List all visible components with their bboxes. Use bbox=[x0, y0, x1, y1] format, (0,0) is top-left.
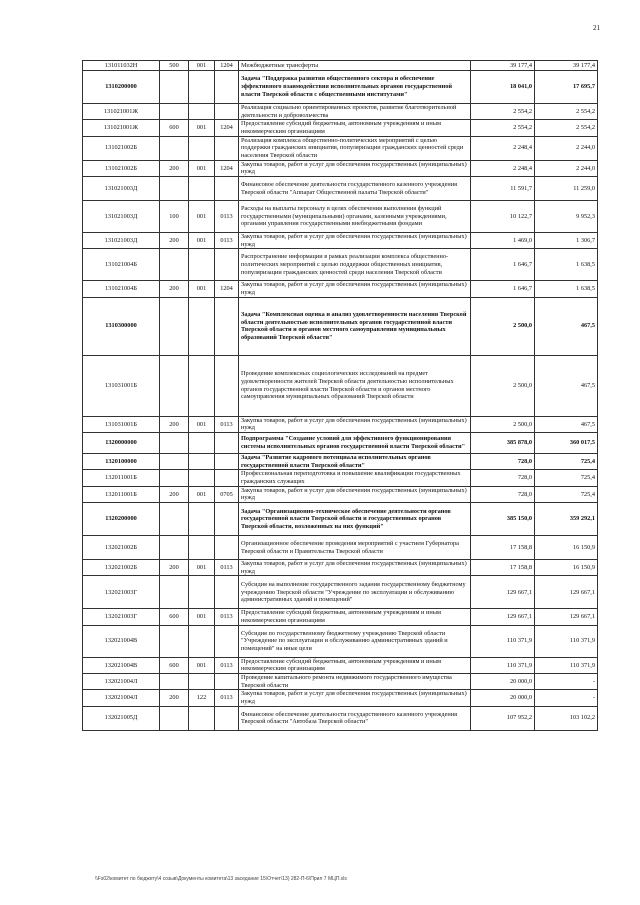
code-cell: 131021001Ж bbox=[83, 120, 160, 136]
description-cell: Закупка товаров, работ и услуг для обеспечения государственных (муниципальных) нужд bbox=[239, 486, 471, 502]
section-cell: 001 bbox=[189, 160, 215, 176]
kvr-cell: 200 bbox=[160, 486, 189, 502]
table-row bbox=[83, 249, 598, 281]
kvr-cell: 600 bbox=[160, 657, 189, 673]
section-cell bbox=[189, 297, 215, 355]
code-cell: 131021001Ж bbox=[83, 104, 160, 120]
subsection-cell bbox=[215, 249, 239, 281]
table-row bbox=[83, 297, 598, 355]
subsection-cell: 0705 bbox=[215, 486, 239, 502]
table-row bbox=[83, 61, 598, 71]
planned-amount-cell: 10 122,7 bbox=[471, 201, 535, 233]
subsection-cell: 0113 bbox=[215, 690, 239, 706]
executed-amount-cell: 16 150,9 bbox=[535, 560, 598, 576]
planned-amount-cell: 129 667,1 bbox=[471, 576, 535, 609]
kvr-cell bbox=[160, 454, 189, 470]
code-cell: 132021004В bbox=[83, 657, 160, 673]
executed-amount-cell: 9 952,3 bbox=[535, 201, 598, 233]
subsection-cell bbox=[215, 136, 239, 160]
planned-amount-cell: 2 500,0 bbox=[471, 416, 535, 432]
executed-amount-cell: 2 554,2 bbox=[535, 104, 598, 120]
planned-amount-cell: 385 150,0 bbox=[471, 503, 535, 536]
section-cell: 122 bbox=[189, 690, 215, 706]
executed-amount-cell: - bbox=[535, 690, 598, 706]
planned-amount-cell: 2 248,4 bbox=[471, 160, 535, 176]
table-row bbox=[83, 177, 598, 201]
kvr-cell bbox=[160, 625, 189, 657]
code-cell: 132021003Г bbox=[83, 609, 160, 625]
subsection-cell: 0113 bbox=[215, 609, 239, 625]
file-path-footer: \\Fs02\комитет по бюджету\4 созыв\Документы комитета\13 заседание 15\Отчет\13) 282-П-6\Прил 7 МЦП.xls bbox=[95, 876, 347, 882]
kvr-cell: 200 bbox=[160, 160, 189, 176]
executed-amount-cell: 360 017,5 bbox=[535, 433, 598, 454]
kvr-cell bbox=[160, 503, 189, 536]
code-cell: 132021004Л bbox=[83, 674, 160, 690]
executed-amount-cell: 11 259,0 bbox=[535, 177, 598, 201]
executed-amount-cell: 725,4 bbox=[535, 470, 598, 486]
kvr-cell bbox=[160, 355, 189, 416]
table-body bbox=[83, 61, 598, 731]
planned-amount-cell: 110 371,9 bbox=[471, 657, 535, 673]
kvr-cell: 500 bbox=[160, 61, 189, 71]
table-row bbox=[83, 609, 598, 625]
executed-amount-cell: 725,4 bbox=[535, 454, 598, 470]
description-cell: Закупка товаров, работ и услуг для обеспечения государственных (муниципальных) нужд bbox=[239, 560, 471, 576]
section-cell bbox=[189, 355, 215, 416]
section-cell bbox=[189, 104, 215, 120]
code-cell: 1310200000 bbox=[83, 71, 160, 104]
table-row bbox=[83, 120, 598, 136]
section-cell bbox=[189, 433, 215, 454]
code-cell: 131021003Д bbox=[83, 177, 160, 201]
section-cell bbox=[189, 177, 215, 201]
kvr-cell: 600 bbox=[160, 609, 189, 625]
description-cell: Закупка товаров, работ и услуг для обеспечения государственных (муниципальных) нужд bbox=[239, 281, 471, 297]
description-cell: Задача "Поддержка развития общественного сектора и обеспечение эффективного взаимодействия исполнительных органов государственной власти Тверской области с общественными институтами" bbox=[239, 71, 471, 104]
description-cell: Субсидия по государственному бюджетному учреждению Тверской области "Учреждение по эксплуатации и обслуживанию административных зданий и помещений" на иные цели bbox=[239, 625, 471, 657]
code-cell: 131021003Д bbox=[83, 233, 160, 249]
subsection-cell: 1204 bbox=[215, 281, 239, 297]
subsection-cell bbox=[215, 433, 239, 454]
planned-amount-cell: 2 500,0 bbox=[471, 297, 535, 355]
code-cell: 132011001Б bbox=[83, 470, 160, 486]
kvr-cell bbox=[160, 249, 189, 281]
kvr-cell: 200 bbox=[160, 690, 189, 706]
executed-amount-cell: 1 638,5 bbox=[535, 281, 598, 297]
executed-amount-cell: 2 554,2 bbox=[535, 120, 598, 136]
code-cell: 1310300000 bbox=[83, 297, 160, 355]
section-cell: 001 bbox=[189, 120, 215, 136]
subsection-cell bbox=[215, 625, 239, 657]
table-row bbox=[83, 560, 598, 576]
table-row bbox=[83, 433, 598, 454]
section-cell: 001 bbox=[189, 416, 215, 432]
section-cell bbox=[189, 136, 215, 160]
code-cell: 1320000000 bbox=[83, 433, 160, 454]
description-cell: Субсидия на выполнение государственного задания государственному бюджетному учреждению Тверской области "Учреждение по эксплуатации и обслуживанию административных зданий и помещений" bbox=[239, 576, 471, 609]
subsection-cell bbox=[215, 71, 239, 104]
table-row bbox=[83, 136, 598, 160]
page-number: 21 bbox=[593, 24, 600, 32]
subsection-cell: 1204 bbox=[215, 120, 239, 136]
kvr-cell bbox=[160, 71, 189, 104]
kvr-cell bbox=[160, 297, 189, 355]
code-cell: 132021003Г bbox=[83, 576, 160, 609]
description-cell: Организационное обеспечение проведения мероприятий с участием Губернатора Тверской области и Правительства Тверской области bbox=[239, 536, 471, 560]
budget-table bbox=[82, 60, 598, 731]
subsection-cell: 0113 bbox=[215, 560, 239, 576]
executed-amount-cell: 2 244,0 bbox=[535, 160, 598, 176]
executed-amount-cell: 17 695,7 bbox=[535, 71, 598, 104]
code-cell: 131021003Д bbox=[83, 201, 160, 233]
section-cell bbox=[189, 674, 215, 690]
executed-amount-cell: 129 667,1 bbox=[535, 576, 598, 609]
code-cell: 131031001Б bbox=[83, 355, 160, 416]
executed-amount-cell: 467,5 bbox=[535, 416, 598, 432]
executed-amount-cell: 129 667,1 bbox=[535, 609, 598, 625]
planned-amount-cell: 728,0 bbox=[471, 454, 535, 470]
code-cell: 132021005Д bbox=[83, 706, 160, 730]
planned-amount-cell: 385 878,0 bbox=[471, 433, 535, 454]
section-cell bbox=[189, 576, 215, 609]
executed-amount-cell: 103 102,2 bbox=[535, 706, 598, 730]
code-cell: 1320100000 bbox=[83, 454, 160, 470]
subsection-cell bbox=[215, 576, 239, 609]
table-row bbox=[83, 657, 598, 673]
code-cell: 131021004Б bbox=[83, 281, 160, 297]
kvr-cell: 600 bbox=[160, 120, 189, 136]
description-cell: Реализация социально ориентированных проектов, развитие благотворительной деятельности и добровольчества bbox=[239, 104, 471, 120]
section-cell: 001 bbox=[189, 281, 215, 297]
subsection-cell: 0113 bbox=[215, 233, 239, 249]
description-cell: Финансовое обеспечение деятельности государственного казенного учреждения Тверской области "Автобаза Тверской области" bbox=[239, 706, 471, 730]
kvr-cell bbox=[160, 706, 189, 730]
kvr-cell: 200 bbox=[160, 281, 189, 297]
kvr-cell bbox=[160, 433, 189, 454]
description-cell: Предоставление субсидий бюджетным, автономным учреждениям и иным некоммерческим организациям bbox=[239, 609, 471, 625]
subsection-cell bbox=[215, 454, 239, 470]
executed-amount-cell: 110 371,9 bbox=[535, 657, 598, 673]
table-row bbox=[83, 104, 598, 120]
table-row bbox=[83, 454, 598, 470]
description-cell: Задача "Комплексная оценка и анализ удовлетворенности населения Тверской области деятельностью исполнительных органов государственной власти Тверской области и органов местного самоуправления муниципальных образований Тверской области" bbox=[239, 297, 471, 355]
planned-amount-cell: 17 158,8 bbox=[471, 536, 535, 560]
description-cell: Профессиональная переподготовка и повышение квалификации государственных гражданских служащих bbox=[239, 470, 471, 486]
planned-amount-cell: 1 646,7 bbox=[471, 249, 535, 281]
description-cell: Предоставление субсидий бюджетным, автономным учреждениям и иным некоммерческим организациям bbox=[239, 120, 471, 136]
section-cell bbox=[189, 536, 215, 560]
description-cell: Закупка товаров, работ и услуг для обеспечения государственных (муниципальных) нужд bbox=[239, 160, 471, 176]
section-cell bbox=[189, 625, 215, 657]
planned-amount-cell: 20 000,0 bbox=[471, 674, 535, 690]
section-cell bbox=[189, 706, 215, 730]
kvr-cell: 200 bbox=[160, 233, 189, 249]
table-row bbox=[83, 536, 598, 560]
section-cell: 001 bbox=[189, 201, 215, 233]
executed-amount-cell: 725,4 bbox=[535, 486, 598, 502]
section-cell: 001 bbox=[189, 486, 215, 502]
table-row bbox=[83, 625, 598, 657]
description-cell: Задача "Развитие кадрового потенциала исполнительных органов государственной власти Тверской области" bbox=[239, 454, 471, 470]
kvr-cell bbox=[160, 104, 189, 120]
description-cell: Закупка товаров, работ и услуг для обеспечения государственных (муниципальных) нужд bbox=[239, 416, 471, 432]
section-cell: 001 bbox=[189, 560, 215, 576]
table-row bbox=[83, 416, 598, 432]
subsection-cell: 1204 bbox=[215, 61, 239, 71]
executed-amount-cell: 359 292,1 bbox=[535, 503, 598, 536]
table-row bbox=[83, 486, 598, 502]
planned-amount-cell: 2 500,0 bbox=[471, 355, 535, 416]
description-cell: Проведение комплексных социологических исследований на предмет удовлетворенности жителей Тверской области деятельностью исполнительных органов государственной власти Тверской области и органов местного самоуправления муниципальных образований Тверской области bbox=[239, 355, 471, 416]
subsection-cell: 0113 bbox=[215, 657, 239, 673]
planned-amount-cell: 39 177,4 bbox=[471, 61, 535, 71]
planned-amount-cell: 107 952,2 bbox=[471, 706, 535, 730]
table-row bbox=[83, 71, 598, 104]
subsection-cell bbox=[215, 503, 239, 536]
subsection-cell bbox=[215, 177, 239, 201]
subsection-cell: 0113 bbox=[215, 416, 239, 432]
kvr-cell: 200 bbox=[160, 416, 189, 432]
executed-amount-cell: 39 177,4 bbox=[535, 61, 598, 71]
section-cell: 001 bbox=[189, 657, 215, 673]
section-cell bbox=[189, 454, 215, 470]
code-cell: 131021002Б bbox=[83, 160, 160, 176]
table-row bbox=[83, 576, 598, 609]
subsection-cell: 1204 bbox=[215, 160, 239, 176]
planned-amount-cell: 728,0 bbox=[471, 470, 535, 486]
kvr-cell bbox=[160, 470, 189, 486]
code-cell: 132011001Б bbox=[83, 486, 160, 502]
kvr-cell: 200 bbox=[160, 560, 189, 576]
code-cell: 131021004Б bbox=[83, 249, 160, 281]
section-cell: 001 bbox=[189, 233, 215, 249]
executed-amount-cell: - bbox=[535, 674, 598, 690]
table-row bbox=[83, 201, 598, 233]
table-row bbox=[83, 233, 598, 249]
subsection-cell bbox=[215, 104, 239, 120]
subsection-cell bbox=[215, 706, 239, 730]
table-row bbox=[83, 503, 598, 536]
description-cell: Реализация комплекса общественно-политических мероприятий с целью поддержки гражданских инициатив, популяризации гражданских ценностей среди населения Тверской области bbox=[239, 136, 471, 160]
kvr-cell bbox=[160, 136, 189, 160]
planned-amount-cell: 2 248,4 bbox=[471, 136, 535, 160]
subsection-cell bbox=[215, 297, 239, 355]
executed-amount-cell: 2 244,0 bbox=[535, 136, 598, 160]
code-cell: 1320200000 bbox=[83, 503, 160, 536]
table-row bbox=[83, 674, 598, 690]
planned-amount-cell: 11 591,7 bbox=[471, 177, 535, 201]
description-cell: Подпрограмма "Создание условий для эффективного функционирования системы исполнительных органов государственной власти Тверской области" bbox=[239, 433, 471, 454]
planned-amount-cell: 2 554,2 bbox=[471, 120, 535, 136]
planned-amount-cell: 2 554,2 bbox=[471, 104, 535, 120]
section-cell bbox=[189, 503, 215, 536]
description-cell: Распространение информации в рамках реализации комплекса общественно-политических мероприятий с целью поддержки общественных инициатив, популяризации гражданских ценностей среди населения Тверской области bbox=[239, 249, 471, 281]
code-cell: 131021002Б bbox=[83, 136, 160, 160]
table-row bbox=[83, 281, 598, 297]
description-cell: Проведение капитального ремонта недвижимого государственного имущества Тверской области bbox=[239, 674, 471, 690]
code-cell: 132021002Б bbox=[83, 536, 160, 560]
subsection-cell bbox=[215, 536, 239, 560]
kvr-cell bbox=[160, 576, 189, 609]
code-cell: 131031001Б bbox=[83, 416, 160, 432]
description-cell: Закупка товаров, работ и услуг для обеспечения государственных (муниципальных) нужд bbox=[239, 690, 471, 706]
subsection-cell bbox=[215, 470, 239, 486]
kvr-cell bbox=[160, 177, 189, 201]
description-cell: Финансовое обеспечение деятельности государственного казенного учреждения Тверской области "Аппарат Общественной палаты Тверской области" bbox=[239, 177, 471, 201]
planned-amount-cell: 20 000,0 bbox=[471, 690, 535, 706]
section-cell: 001 bbox=[189, 609, 215, 625]
planned-amount-cell: 17 158,8 bbox=[471, 560, 535, 576]
table-row bbox=[83, 355, 598, 416]
executed-amount-cell: 467,5 bbox=[535, 355, 598, 416]
planned-amount-cell: 728,0 bbox=[471, 486, 535, 502]
planned-amount-cell: 1 469,0 bbox=[471, 233, 535, 249]
planned-amount-cell: 1 646,7 bbox=[471, 281, 535, 297]
description-cell: Задача "Организационно-техническое обеспечение деятельности органов государственной власти Тверской области и государственных органов Тверской области, возложенных на них функций" bbox=[239, 503, 471, 536]
executed-amount-cell: 1 306,7 bbox=[535, 233, 598, 249]
table-row bbox=[83, 706, 598, 730]
section-cell bbox=[189, 249, 215, 281]
planned-amount-cell: 18 041,0 bbox=[471, 71, 535, 104]
code-cell: 132021004В bbox=[83, 625, 160, 657]
description-cell: Межбюджетные трансферты bbox=[239, 61, 471, 71]
planned-amount-cell: 129 667,1 bbox=[471, 609, 535, 625]
subsection-cell bbox=[215, 355, 239, 416]
subsection-cell bbox=[215, 674, 239, 690]
kvr-cell bbox=[160, 536, 189, 560]
executed-amount-cell: 467,5 bbox=[535, 297, 598, 355]
description-cell: Закупка товаров, работ и услуг для обеспечения государственных (муниципальных) нужд bbox=[239, 233, 471, 249]
executed-amount-cell: 16 150,9 bbox=[535, 536, 598, 560]
table-row bbox=[83, 160, 598, 176]
table-row bbox=[83, 470, 598, 486]
executed-amount-cell: 110 371,9 bbox=[535, 625, 598, 657]
section-cell: 001 bbox=[189, 61, 215, 71]
description-cell: Расходы на выплаты персоналу в целях обеспечения выполнения функций государственными (муниципальными) органами, казенными учреждениями, органами управления государственными внебюджетными фондами bbox=[239, 201, 471, 233]
code-cell: 132021002Б bbox=[83, 560, 160, 576]
code-cell: 132021004Л bbox=[83, 690, 160, 706]
description-cell: Предоставление субсидий бюджетным, автономным учреждениям и иным некоммерческим организациям bbox=[239, 657, 471, 673]
section-cell bbox=[189, 71, 215, 104]
section-cell bbox=[189, 470, 215, 486]
kvr-cell: 100 bbox=[160, 201, 189, 233]
code-cell: 131011032Н bbox=[83, 61, 160, 71]
table-row bbox=[83, 690, 598, 706]
planned-amount-cell: 110 371,9 bbox=[471, 625, 535, 657]
subsection-cell: 0113 bbox=[215, 201, 239, 233]
kvr-cell bbox=[160, 674, 189, 690]
executed-amount-cell: 1 638,5 bbox=[535, 249, 598, 281]
